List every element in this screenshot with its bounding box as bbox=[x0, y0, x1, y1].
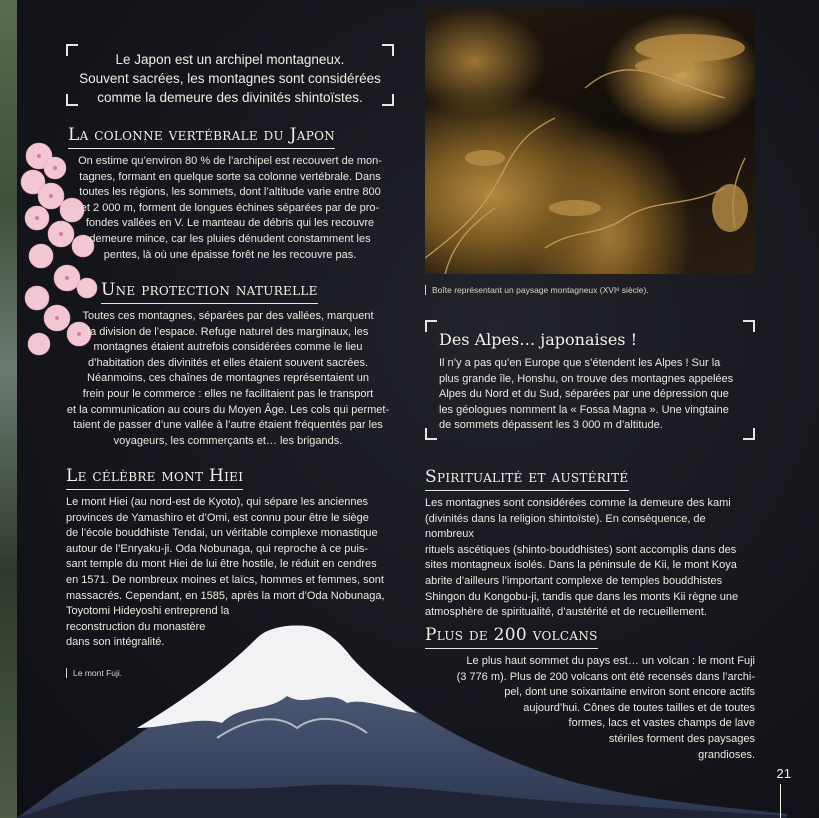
text-line: voyageurs, les commerçants et… les brigands. bbox=[113, 434, 343, 447]
text-line: Shingon du Kongobu-ji, tandis que dans les monts Kii règne une bbox=[425, 590, 739, 603]
text-line: les géologues nomment la « Fossa Magna ». Une vingtaine bbox=[439, 403, 729, 416]
text-line: rituels ascétiques (shinto-bouddhistes) sont accomplis dans des bbox=[425, 543, 737, 556]
text-line: Toutes ces montagnes, séparées par des vallées, marquent bbox=[82, 310, 374, 322]
text-line: autour de l’Enryaku-ji. Oda Nobunaga, qui reproche à ce puis- bbox=[66, 542, 369, 555]
text-line: formes, lacs et vastes champs de lave bbox=[568, 717, 755, 730]
text-line: (3 776 m). Plus de 200 volcans ont été recensés dans l’archi- bbox=[456, 670, 755, 683]
text-line: frein pour le commerce : elles ne facilitaient pas le transport bbox=[82, 387, 374, 400]
text-line: Toyotomi Hideyoshi entreprend la bbox=[66, 605, 230, 618]
corner-bracket bbox=[425, 320, 437, 332]
alpes-text bbox=[439, 356, 749, 434]
section-title-spiritualite: Spiritualité et austérité bbox=[425, 467, 629, 491]
left-photo-strip bbox=[0, 0, 17, 818]
lacquer-box-image bbox=[425, 8, 755, 274]
text-line: de sommets dépassent les 3 000 m d’altitude. bbox=[439, 419, 663, 432]
section-text-colonne bbox=[66, 154, 394, 263]
text-line: sites montagneux isolés. Dans la péninsule de Kii, le mont Koya bbox=[425, 559, 737, 572]
section-text-volcans bbox=[425, 654, 755, 763]
text-line: atmosphère de spiritualité, d’austérité et de recueillement. bbox=[425, 606, 707, 619]
text-line: de l’école bouddhiste Tendai, un véritable complexe monastique bbox=[66, 527, 378, 540]
text-line: stériles forment des paysages bbox=[608, 732, 755, 745]
intro-box bbox=[66, 44, 394, 106]
section-title-hiei: Le célèbre mont Hiei bbox=[66, 466, 243, 490]
section-title-colonne: La colonne vertébrale du Japon bbox=[68, 125, 335, 149]
text-line: (divinités dans la religion shintoïste). En conséquence, de nombreux bbox=[425, 512, 706, 541]
corner-bracket bbox=[382, 44, 394, 56]
text-line: sant temple du mont Hiei de lui être hostile, le réduit en cendres bbox=[66, 558, 377, 571]
alpes-box bbox=[425, 320, 755, 440]
text-line: demeure mince, car les pluies dénudent constamment les bbox=[89, 232, 371, 245]
text-line: et la communication au cours du Moyen Âge. Les cols qui permet- bbox=[66, 403, 390, 416]
text-line: Le plus haut sommet du pays est… un volcan : le mont Fuji bbox=[466, 655, 755, 667]
intro-line: Le Japon est un archipel montagneux. bbox=[115, 52, 345, 67]
alpes-title: Des Alpes… japonaises ! bbox=[439, 330, 638, 349]
lacquer-landscape-icon bbox=[425, 8, 755, 274]
text-line: grandioses. bbox=[698, 748, 755, 761]
corner-bracket bbox=[66, 44, 78, 56]
text-line: On estime qu’environ 80 % de l’archipel est recouvert de mon- bbox=[78, 155, 382, 167]
text-line: aujourd’hui. Cônes de toutes tailles et de toutes bbox=[523, 701, 755, 714]
intro-line: comme la demeure des divinités shintoïstes. bbox=[97, 90, 363, 105]
text-line: provinces de Yamashiro et d’Omi, est connu pour être le siège bbox=[66, 511, 369, 524]
text-line: toutes les régions, les sommets, dont l’altitude varie entre 800 bbox=[79, 186, 381, 199]
text-line: reconstruction du monastère bbox=[66, 620, 206, 633]
text-line: dans son intégralité. bbox=[66, 636, 165, 649]
text-line: d’habitation des divinités et elles étaient souvent sacrées. bbox=[87, 356, 369, 369]
corner-bracket bbox=[425, 428, 437, 440]
intro-line: Souvent sacrées, les montagnes sont considérées bbox=[79, 71, 381, 86]
page-number-rule bbox=[780, 784, 781, 818]
text-line: massacrés. Cependant, en 1585, après la mort d’Oda Nobunaga, bbox=[66, 589, 385, 602]
section-text-spiritualite bbox=[425, 496, 757, 621]
corner-bracket bbox=[382, 94, 394, 106]
text-line: pentes, là où une épaisse forêt ne les recouvre pas. bbox=[103, 248, 357, 261]
text-line: fondes vallées en V. Le manteau de débris qui les recouvre bbox=[85, 217, 375, 230]
section-title-protection: Une protection naturelle bbox=[101, 280, 318, 304]
corner-bracket bbox=[66, 94, 78, 106]
text-line: Les montagnes sont considérées comme la demeure des kami bbox=[425, 497, 731, 509]
text-line: en 1571. De nombreux moines et laïcs, hommes et femmes, sont bbox=[66, 573, 384, 586]
text-line: tagnes, formant en quelque sorte sa colonne vertébrale. Dans bbox=[79, 170, 381, 183]
text-line: abrite d’ailleurs l’important complexe de temples bouddhistes bbox=[425, 574, 723, 587]
section-text-protection bbox=[62, 309, 394, 449]
caption-fuji: Le mont Fuji. bbox=[66, 668, 122, 678]
text-line: et 2 000 m, forment de longues échines séparées par de pro- bbox=[80, 201, 380, 214]
text-line: montagnes étaient autrefois considérées comme le lieu bbox=[93, 341, 363, 354]
corner-bracket bbox=[743, 320, 755, 332]
caption-lacquer: Boîte représentant un paysage montagneux (XVIᵉ siècle). bbox=[425, 285, 649, 295]
section-title-volcans: Plus de 200 volcans bbox=[425, 625, 598, 649]
text-line: Néanmoins, ces chaînes de montagnes représentaient un bbox=[87, 372, 369, 385]
text-line: Alpes du Nord et du Sud, séparées par une dépression que bbox=[439, 388, 729, 401]
text-line: plus grande île, Honshu, on trouve des montagnes appelées bbox=[439, 372, 734, 385]
text-line: taient de passer d’une vallée à l’autre étaient fréquentés par les bbox=[73, 419, 383, 432]
text-line: Le mont Hiei (au nord-est de Kyoto), qui sépare les anciennes bbox=[66, 496, 369, 508]
text-line: pel, dont une soixantaine environ sont encore actifs bbox=[504, 686, 755, 699]
text-line: la division de l’espace. Refuge naturel des marginaux, les bbox=[87, 325, 369, 338]
text-line: Il n’y a pas qu’en Europe que s’étendent les Alpes ! Sur la bbox=[439, 357, 721, 369]
page-number: 21 bbox=[776, 766, 791, 781]
